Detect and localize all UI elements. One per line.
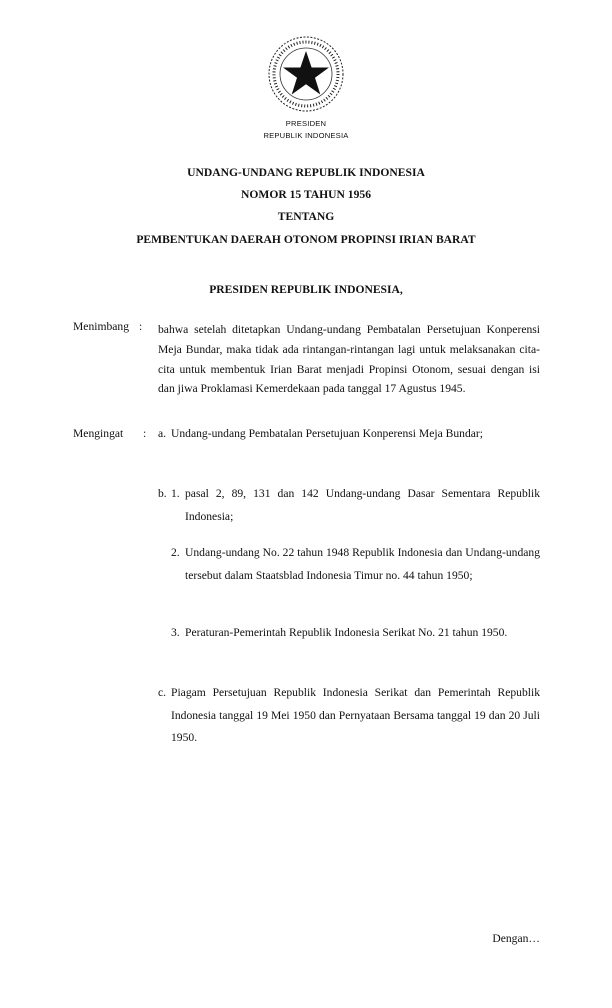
preamble: PRESIDEN REPUBLIK INDONESIA, bbox=[209, 283, 403, 296]
mengingat-a-text: Undang-undang Pembatalan Persetujuan Konperensi Meja Bundar; bbox=[171, 427, 483, 440]
continuation-text: Dengan… bbox=[492, 932, 540, 945]
b-item-1-text: pasal 2, 89, 131 dan 142 Undang-undang Dasar Sementara Republik Indonesia; bbox=[185, 487, 540, 523]
menimbang-label: Menimbang bbox=[73, 320, 130, 333]
menimbang-colon: : bbox=[139, 320, 143, 333]
mengingat-colon: : bbox=[143, 427, 147, 440]
mengingat-c-text: Piagam Persetujuan Republik Indonesia Serikat dan Pemerintah Republik Indonesia tanggal 19 Mei 1950 dan Pernyataan Bersama tanggal 19 dan 20 Juli 1950. bbox=[171, 686, 540, 744]
b-item-2-marker: 2. bbox=[171, 546, 180, 559]
title-line-2: NOMOR 15 TAHUN 1956 bbox=[241, 188, 371, 201]
title-line-3: TENTANG bbox=[277, 210, 335, 223]
mengingat-a-marker: a. bbox=[158, 427, 167, 440]
title-line-4: PEMBENTUKAN DAERAH OTONOM PROPINSI IRIAN BARAT bbox=[136, 233, 476, 246]
b-item-2-text: Undang-undang No. 22 tahun 1948 Republik Indonesia dan Undang-undang tersebut dalam Staatsblad Indonesia Timur no. 44 tahun 1950; bbox=[185, 546, 540, 582]
mengingat-c-marker: c. bbox=[158, 686, 167, 699]
b-item-3-marker: 3. bbox=[171, 626, 180, 639]
b-item-3-text: Peraturan-Pemerintah Republik Indonesia Serikat No. 21 tahun 1950. bbox=[185, 626, 508, 639]
garuda-star-emblem-icon bbox=[266, 34, 346, 114]
b-item-1-marker: 1. bbox=[171, 487, 180, 500]
office-line-2: REPUBLIK INDONESIA bbox=[263, 131, 349, 140]
menimbang-text: bahwa setelah ditetapkan Undang-undang Pembatalan Persetujuan Konperensi Meja Bundar, maka tidak ada rintangan-rintangan lagi untuk melaksanakan cita-cita untuk membentuk Irian Barat menjadi Propinsi Otonom, sesuai dengan isi dan jiwa Proklamasi Kemerdekaan pada tanggal 17 Agustus 1945. bbox=[158, 323, 540, 396]
mengingat-b-marker: b. bbox=[158, 487, 167, 500]
office-line-1: PRESIDEN bbox=[285, 119, 327, 128]
mengingat-label: Mengingat bbox=[73, 427, 124, 440]
title-line-1: UNDANG-UNDANG REPUBLIK INDONESIA bbox=[187, 166, 425, 179]
